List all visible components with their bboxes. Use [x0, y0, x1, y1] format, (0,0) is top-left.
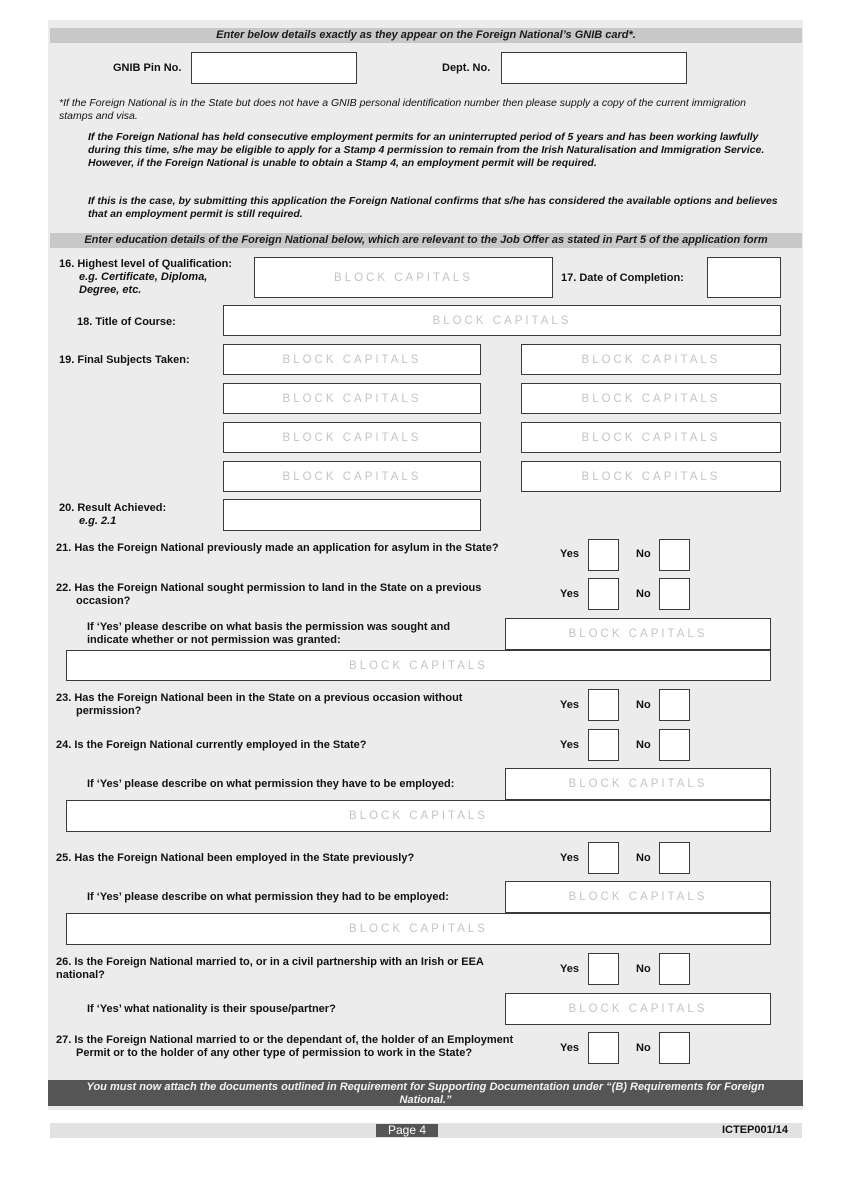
q18-label: 18. Title of Course: [77, 316, 176, 328]
q27-no-label: No [636, 1042, 651, 1054]
q26-followup-input[interactable]: BLOCK CAPITALS [505, 993, 771, 1025]
confirmation-paragraph: If this is the case, by submitting this application the Foreign National confirms that s/he has considered the available options and believes that an employment permit is still required. [88, 195, 778, 220]
q27-yes-checkbox[interactable] [588, 1032, 619, 1064]
documents-notice-text: You must now attach the documents outlined in Requirement for Supporting Documentation under “(B) Requirements for Foreign National.” [86, 1081, 765, 1106]
q16-label [59, 258, 249, 297]
q22-followup-label: If ‘Yes’ please describe on what basis the permission was sought and indicate whether or not permission was granted: [87, 621, 451, 646]
dept-no-label: Dept. No. [442, 62, 491, 74]
q18-course-title-input[interactable]: BLOCK CAPITALS [223, 305, 781, 336]
q24-no-checkbox[interactable] [659, 729, 690, 761]
dept-no-input[interactable] [501, 52, 687, 84]
q24-followup-input[interactable]: BLOCK CAPITALS [505, 768, 771, 800]
q20-result-input[interactable] [223, 499, 481, 531]
q25-followup-input-continued[interactable]: BLOCK CAPITALS [66, 913, 771, 945]
q23-yes-checkbox[interactable] [588, 689, 619, 721]
form-code: ICTEP001/14 [722, 1124, 789, 1136]
gnib-footnote: *If the Foreign National is in the State but does not have a GNIB personal identification number then please supply a copy of the current immigration stamps and visa. [59, 97, 746, 122]
q20-example: e.g. 2.1 [79, 515, 117, 527]
q16-qualification-input[interactable]: BLOCK CAPITALS [254, 257, 553, 298]
q27-question: 27. Is the Foreign National married to or the dependant of, the holder of an Employment Permit or to the holder of any other type of permission to work in the State? [56, 1034, 514, 1059]
q22-question: 22. Has the Foreign National sought permission to land in the State on a previous occasion? [56, 582, 482, 607]
q24-question: 24. Is the Foreign National currently employed in the State? [56, 739, 367, 751]
q26-question: 26. Is the Foreign National married to, or in a civil partnership with an Irish or EEA national? [56, 956, 484, 981]
q22-followup-input[interactable]: BLOCK CAPITALS [505, 618, 771, 650]
q22-followup-input-continued[interactable]: BLOCK CAPITALS [66, 650, 771, 681]
page-number: Page 4 [376, 1124, 438, 1137]
q25-followup-label: If ‘Yes’ please describe on what permission they had to be employed: [87, 891, 449, 903]
q19-subject-input[interactable]: BLOCK CAPITALS [521, 344, 781, 375]
q19-subject-input[interactable]: BLOCK CAPITALS [521, 422, 781, 453]
gnib-pin-input[interactable] [191, 52, 357, 84]
q17-label: 17. Date of Completion: [561, 272, 684, 284]
q26-no-label: No [636, 963, 651, 975]
q21-yes-label: Yes [560, 548, 579, 560]
q22-yes-checkbox[interactable] [588, 578, 619, 610]
q26-followup-label: If ‘Yes’ what nationality is their spouse/partner? [87, 1003, 336, 1015]
q27-yes-label: Yes [560, 1042, 579, 1054]
q25-no-label: No [636, 852, 651, 864]
q27-no-checkbox[interactable] [659, 1032, 690, 1064]
q24-followup-input-continued[interactable]: BLOCK CAPITALS [66, 800, 771, 832]
q25-question: 25. Has the Foreign National been employed in the State previously? [56, 852, 415, 864]
q23-no-label: No [636, 699, 651, 711]
q21-question: 21. Has the Foreign National previously made an application for asylum in the State? [56, 542, 499, 554]
q24-yes-label: Yes [560, 739, 579, 751]
q24-yes-checkbox[interactable] [588, 729, 619, 761]
gnib-section-header: Enter below details exactly as they appear on the Foreign National’s GNIB card*. [50, 28, 802, 43]
q25-followup-input[interactable]: BLOCK CAPITALS [505, 881, 771, 913]
q23-question: 23. Has the Foreign National been in the State on a previous occasion without permission? [56, 692, 463, 717]
q16-question: 16. Highest level of Qualification: [59, 258, 232, 270]
q22-no-checkbox[interactable] [659, 578, 690, 610]
q17-date-input[interactable] [707, 257, 781, 298]
q23-yes-label: Yes [560, 699, 579, 711]
q24-no-label: No [636, 739, 651, 751]
q20-label [59, 502, 219, 528]
q23-no-checkbox[interactable] [659, 689, 690, 721]
q19-label: 19. Final Subjects Taken: [59, 354, 190, 366]
q19-subject-input[interactable]: BLOCK CAPITALS [223, 344, 481, 375]
q19-subject-input[interactable]: BLOCK CAPITALS [223, 461, 481, 492]
q20-question: 20. Result Achieved: [59, 502, 167, 514]
q19-subject-input[interactable]: BLOCK CAPITALS [521, 383, 781, 414]
q26-yes-checkbox[interactable] [588, 953, 619, 985]
stamp4-paragraph: If the Foreign National has held consecutive employment permits for an uninterrupted period of 5 years and has been working lawfully during this time, s/he may be eligible to apply for a Stamp 4 permission to remain from the Irish Naturalisation and Immigration Service. However, if the Foreign National is unable to obtain a Stamp 4, an employment permit will be required. [88, 131, 765, 169]
q25-yes-label: Yes [560, 852, 579, 864]
q19-subject-input[interactable]: BLOCK CAPITALS [521, 461, 781, 492]
education-section-header: Enter education details of the Foreign National below, which are relevant to the Job Offer as stated in Part 5 of the application form [50, 233, 802, 248]
q24-followup-label: If ‘Yes’ please describe on what permission they have to be employed: [87, 778, 455, 790]
q21-no-label: No [636, 548, 651, 560]
q22-yes-label: Yes [560, 588, 579, 600]
q22-no-label: No [636, 588, 651, 600]
q16-example: e.g. Certificate, Diploma, Degree, etc. [79, 271, 208, 296]
gnib-pin-label: GNIB Pin No. [113, 62, 182, 74]
q26-yes-label: Yes [560, 963, 579, 975]
q19-subject-input[interactable]: BLOCK CAPITALS [223, 422, 481, 453]
q25-yes-checkbox[interactable] [588, 842, 619, 874]
q19-subject-input[interactable]: BLOCK CAPITALS [223, 383, 481, 414]
q21-no-checkbox[interactable] [659, 539, 690, 571]
q25-no-checkbox[interactable] [659, 842, 690, 874]
q21-yes-checkbox[interactable] [588, 539, 619, 571]
q26-no-checkbox[interactable] [659, 953, 690, 985]
documents-notice [48, 1080, 803, 1106]
